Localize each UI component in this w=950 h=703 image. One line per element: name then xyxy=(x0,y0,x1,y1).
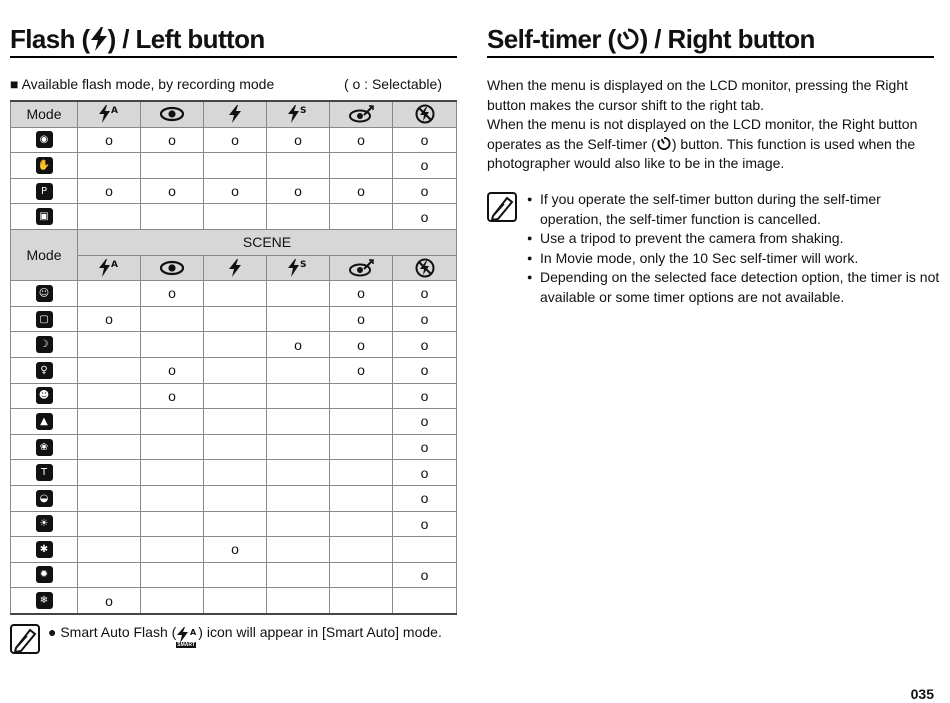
flash-mode-header xyxy=(267,255,330,281)
selectable-cell xyxy=(267,383,330,409)
mode-label: Mode xyxy=(26,247,62,264)
mode-label: Mode xyxy=(26,106,62,123)
table-row xyxy=(11,409,457,435)
flash-mode-header xyxy=(141,255,204,281)
mode-icon-cell xyxy=(11,178,78,204)
selectable-cell: o xyxy=(267,127,330,153)
selectable-cell xyxy=(78,357,141,383)
red-eye-icon xyxy=(160,106,184,122)
selectable-cell xyxy=(204,153,267,179)
smart-auto-flash-note: ● Smart Auto Flash ( A SMART ) icon will appear in [Smart Auto] mode. xyxy=(48,624,442,648)
selectable-cell: o xyxy=(204,178,267,204)
selectable-cell xyxy=(141,562,204,588)
selectable-cell: o xyxy=(141,383,204,409)
selectable-cell xyxy=(267,537,330,563)
selectable-cell xyxy=(267,485,330,511)
selectable-cell: o xyxy=(141,357,204,383)
selectable-cell: o xyxy=(393,178,457,204)
selectable-cell: o xyxy=(330,127,393,153)
flash-mode-header xyxy=(78,101,141,127)
selectable-cell: o xyxy=(330,306,393,332)
selectable-cell xyxy=(267,460,330,486)
selectable-cell xyxy=(78,332,141,358)
portrait-icon: ♀ xyxy=(36,362,53,379)
selectable-cell xyxy=(204,511,267,537)
paragraph-1: When the menu is displayed on the LCD monitor, pressing the Right button makes the cursor shift to the right tab. xyxy=(487,77,909,113)
table-row xyxy=(11,460,457,486)
note-icon xyxy=(10,624,40,654)
selectable-cell: o xyxy=(393,204,457,230)
mode-icon-cell xyxy=(11,485,78,511)
scene-header xyxy=(78,229,457,255)
selectable-cell xyxy=(330,562,393,588)
slow-sync-icon xyxy=(287,105,309,123)
svg-text:S: S xyxy=(300,259,307,270)
mode-header xyxy=(11,229,78,280)
selectable-cell: o xyxy=(330,178,393,204)
flash-mode-header xyxy=(267,101,330,127)
table-row xyxy=(11,127,457,153)
program-mode-icon: P xyxy=(36,183,53,200)
selectable-cell xyxy=(78,460,141,486)
red-eye-fix-icon xyxy=(348,259,374,277)
mode-icon-cell xyxy=(11,281,78,307)
selectable-cell: o xyxy=(330,357,393,383)
selectable-cell xyxy=(204,409,267,435)
selectable-cell xyxy=(78,409,141,435)
selectable-cell xyxy=(141,485,204,511)
flash-mode-header xyxy=(204,255,267,281)
selectable-cell xyxy=(204,383,267,409)
left-title-rule xyxy=(10,56,457,58)
text-icon: T xyxy=(36,464,53,481)
selectable-cell xyxy=(267,204,330,230)
table-row xyxy=(11,281,457,307)
selectable-cell xyxy=(141,153,204,179)
selectable-cell: o xyxy=(393,485,457,511)
scene-label: SCENE xyxy=(242,234,292,251)
beach-snow-icon: ❄ xyxy=(36,592,53,609)
selectable-cell: o xyxy=(78,178,141,204)
flash-auto-icon xyxy=(98,105,120,123)
selectable-cell: o xyxy=(141,127,204,153)
selectable-cell: o xyxy=(393,127,457,153)
backlight-icon: ✱ xyxy=(36,541,53,558)
mode-icon-cell xyxy=(11,127,78,153)
mode-icon-cell xyxy=(11,332,78,358)
flash-off-icon xyxy=(415,104,435,124)
mode-icon-cell xyxy=(11,588,78,614)
table-row xyxy=(11,332,457,358)
selectable-cell xyxy=(267,281,330,307)
flash-mode-header xyxy=(78,255,141,281)
sunset-icon: ◒ xyxy=(36,490,53,507)
selectable-cell: o xyxy=(393,281,457,307)
red-eye-fix-icon xyxy=(348,105,374,123)
selectable-cell: o xyxy=(393,332,457,358)
selectable-cell xyxy=(141,511,204,537)
scene-header-row xyxy=(11,229,457,255)
selectable-cell xyxy=(330,383,393,409)
flash-mode-header xyxy=(141,101,204,127)
selectable-cell xyxy=(204,562,267,588)
mode-icon-cell xyxy=(11,562,78,588)
flash-mode-header xyxy=(393,255,457,281)
table-row xyxy=(11,383,457,409)
selectable-cell xyxy=(330,485,393,511)
flash-mode-table xyxy=(10,100,457,615)
svg-text:A: A xyxy=(190,628,197,637)
selectable-cell: o xyxy=(78,127,141,153)
landscape-icon: ▲ xyxy=(36,413,53,430)
selectable-cell xyxy=(267,434,330,460)
selectable-cell xyxy=(330,511,393,537)
self-timer-description xyxy=(487,76,937,174)
selectable-cell: o xyxy=(393,153,457,179)
fill-in-flash-icon xyxy=(228,259,242,277)
svg-text:A: A xyxy=(111,106,118,117)
mode-icon-cell xyxy=(11,204,78,230)
page-number: 035 xyxy=(910,686,934,702)
selectable-cell: o xyxy=(267,332,330,358)
mode-icon-cell xyxy=(11,306,78,332)
flash-mode-header xyxy=(330,101,393,127)
mode-icon-cell xyxy=(11,383,78,409)
note-bullet: ● If you operate the self-timer button during the self-timer operation, the self-timer function is cancelled. xyxy=(527,190,942,229)
selectable-cell xyxy=(267,153,330,179)
selectable-cell xyxy=(204,204,267,230)
selectable-cell xyxy=(393,537,457,563)
selectable-cell xyxy=(78,562,141,588)
note-bullet: ● Use a tripod to prevent the camera from shaking. xyxy=(527,229,942,249)
selectable-cell xyxy=(267,409,330,435)
selectable-cell xyxy=(267,588,330,614)
selectable-cell xyxy=(330,204,393,230)
table-row xyxy=(11,562,457,588)
frame-guide-icon: ▢ xyxy=(36,311,53,328)
svg-text:S: S xyxy=(300,106,307,117)
flash-icon-header-row xyxy=(11,101,457,127)
selectable-cell xyxy=(267,562,330,588)
selectable-cell xyxy=(141,434,204,460)
selectable-cell: o xyxy=(141,281,204,307)
selectable-cell xyxy=(204,588,267,614)
mode-icon-cell xyxy=(11,537,78,563)
firework-icon: ✹ xyxy=(36,566,53,583)
flash-mode-header xyxy=(204,101,267,127)
selectable-cell: o xyxy=(393,306,457,332)
selectable-cell xyxy=(141,537,204,563)
selectable-cell xyxy=(141,588,204,614)
selectable-cell: o xyxy=(393,460,457,486)
mode-icon-cell xyxy=(11,460,78,486)
slow-sync-icon xyxy=(287,259,309,277)
selectable-cell xyxy=(78,537,141,563)
fill-in-flash-icon xyxy=(228,105,242,123)
selectable-cell: o xyxy=(78,588,141,614)
smart-auto-flash-icon xyxy=(176,627,198,649)
selectable-cell: o xyxy=(393,383,457,409)
flash-icon xyxy=(90,27,108,51)
table-row xyxy=(11,588,457,614)
movie-mode-icon: ▣ xyxy=(36,208,53,225)
dual-is-mode-icon: ✋ xyxy=(36,157,53,174)
mode-icon-cell xyxy=(11,409,78,435)
selectable-cell xyxy=(267,511,330,537)
selectable-cell xyxy=(330,434,393,460)
selectable-cell: o xyxy=(393,357,457,383)
selectable-cell xyxy=(267,306,330,332)
table-row xyxy=(11,511,457,537)
selectable-legend: ( o : Selectable) xyxy=(343,76,442,92)
table-row xyxy=(11,178,457,204)
selectable-cell: o xyxy=(393,434,457,460)
selectable-cell: o xyxy=(393,562,457,588)
selectable-cell xyxy=(204,281,267,307)
selectable-cell xyxy=(330,409,393,435)
selectable-cell xyxy=(141,204,204,230)
selectable-cell xyxy=(141,409,204,435)
table-row xyxy=(11,204,457,230)
table-row xyxy=(11,434,457,460)
selectable-cell xyxy=(204,460,267,486)
self-timer-section-title: Self-timer ( ) / Right button xyxy=(487,24,815,54)
selectable-cell: o xyxy=(393,409,457,435)
selectable-cell xyxy=(141,306,204,332)
beauty-shot-icon: ☺ xyxy=(36,285,53,302)
selectable-cell xyxy=(78,383,141,409)
table-row xyxy=(11,306,457,332)
selectable-cell xyxy=(78,153,141,179)
camera-mode-icon: ◉ xyxy=(36,131,53,148)
selectable-cell xyxy=(78,281,141,307)
selectable-cell xyxy=(204,332,267,358)
selectable-cell: o xyxy=(393,511,457,537)
selectable-cell xyxy=(267,357,330,383)
selectable-cell: o xyxy=(330,332,393,358)
selectable-cell xyxy=(204,434,267,460)
selectable-cell xyxy=(330,460,393,486)
selectable-cell xyxy=(330,588,393,614)
flash-icon-header-row xyxy=(11,255,457,281)
selectable-cell xyxy=(141,460,204,486)
selectable-cell xyxy=(78,511,141,537)
mode-icon-cell xyxy=(11,434,78,460)
selectable-cell xyxy=(204,357,267,383)
flash-off-icon xyxy=(415,258,435,278)
flash-mode-header xyxy=(330,255,393,281)
svg-text:A: A xyxy=(111,259,118,270)
selectable-cell xyxy=(78,204,141,230)
night-icon: ☽ xyxy=(36,336,53,353)
flash-auto-icon xyxy=(98,259,120,277)
selectable-cell xyxy=(393,588,457,614)
selectable-cell xyxy=(78,434,141,460)
selectable-cell xyxy=(330,537,393,563)
mode-icon-cell xyxy=(11,357,78,383)
selectable-cell xyxy=(78,485,141,511)
note-bullet: ● Depending on the selected face detection option, the timer is not available or some timer options are not available. xyxy=(527,268,942,307)
red-eye-icon xyxy=(160,260,184,276)
table-row xyxy=(11,153,457,179)
mode-icon-cell xyxy=(11,511,78,537)
mode-header xyxy=(11,101,78,127)
selectable-cell: o xyxy=(204,127,267,153)
flash-mode-subheading: ■ Available flash mode, by recording mode ( o : Selectable) xyxy=(10,76,442,92)
selectable-cell xyxy=(204,485,267,511)
selectable-cell: o xyxy=(204,537,267,563)
self-timer-icon xyxy=(616,27,640,51)
self-timer-inline-icon xyxy=(656,136,672,151)
smart-badge: SMART xyxy=(177,642,196,648)
flash-mode-header xyxy=(393,101,457,127)
note-bullet: ● In Movie mode, only the 10 Sec self-timer will work. xyxy=(527,249,942,269)
table-row xyxy=(11,357,457,383)
self-timer-notes xyxy=(527,190,942,307)
selectable-cell: o xyxy=(267,178,330,204)
selectable-cell xyxy=(330,153,393,179)
note-icon xyxy=(487,192,517,222)
selectable-cell: o xyxy=(141,178,204,204)
paragraph-2: When the menu is not displayed on the LCD monitor, the Right button operates as the Self-timer ( ) button. This function is used when the photographer would also like to be in the image. xyxy=(487,116,918,171)
children-icon: ☻ xyxy=(36,387,53,404)
dawn-icon: ☀ xyxy=(36,515,53,532)
selectable-cell: o xyxy=(78,306,141,332)
flash-section-title: Flash ( ) / Left button xyxy=(10,24,265,54)
table-row xyxy=(11,485,457,511)
right-title-rule xyxy=(487,56,934,58)
selectable-cell xyxy=(204,306,267,332)
selectable-cell: o xyxy=(330,281,393,307)
table-row xyxy=(11,537,457,563)
close-up-icon: ❀ xyxy=(36,439,53,456)
selectable-cell xyxy=(141,332,204,358)
mode-icon-cell xyxy=(11,153,78,179)
